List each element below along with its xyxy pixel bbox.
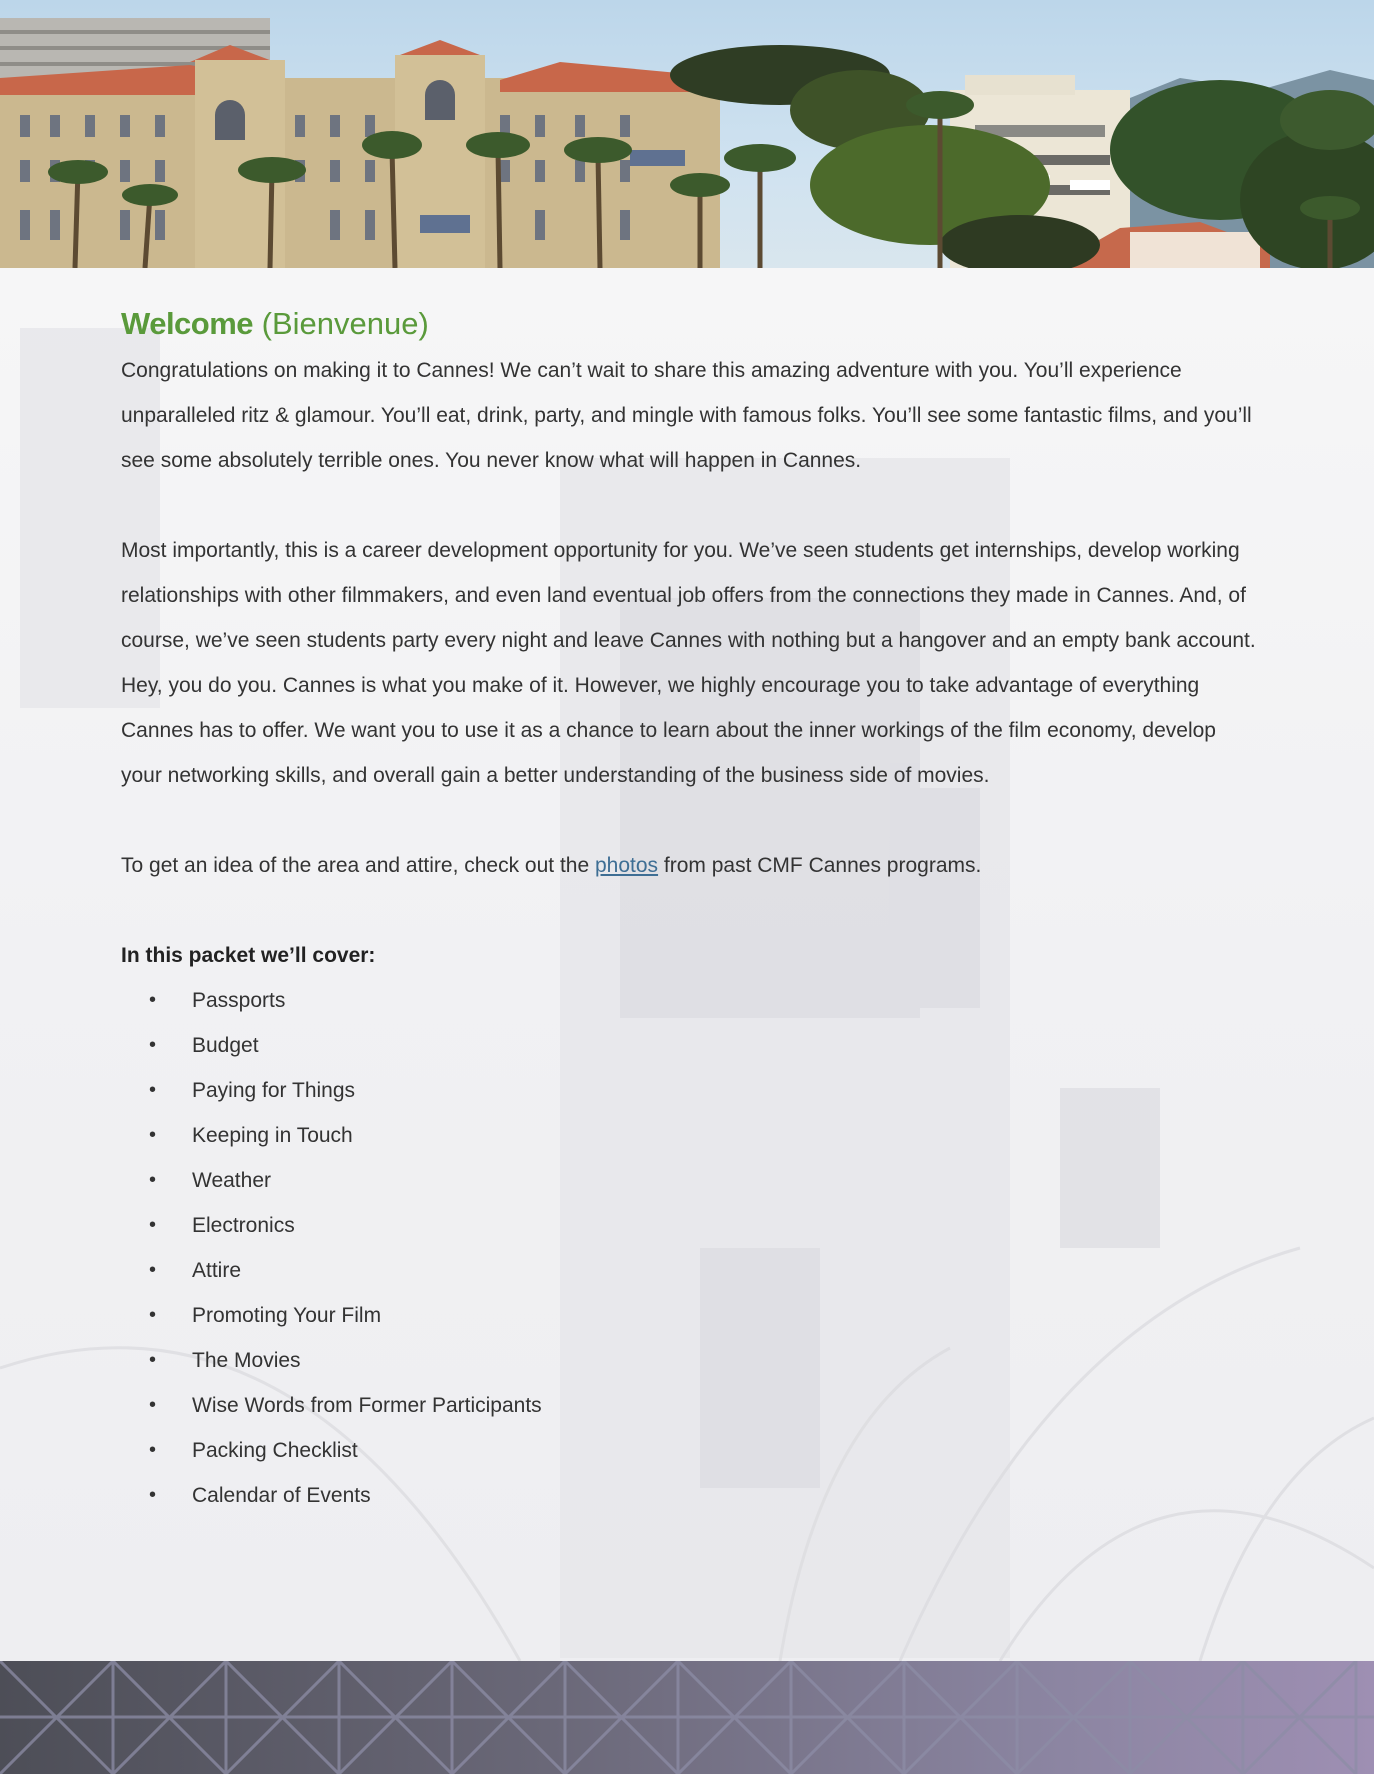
page-title [121, 300, 1261, 348]
photos-text-after: from past CMF Cannes programs. [658, 854, 982, 877]
list-item-label: Passports [192, 989, 286, 1012]
list-item [121, 1293, 1261, 1338]
bullet-icon: • [149, 1034, 157, 1056]
bullet-icon: • [149, 1079, 157, 1101]
bullet-icon: • [149, 1349, 157, 1371]
career-paragraph: Most importantly, this is a career development opportunity for you. We’ve seen students get internships, develop working relationships with other filmmakers, and even land eventual job offers from the connections they made in Cannes. And, of course, we’ve seen students party every night and leave Cannes with nothing but a hangover and an empty bank account. Hey, you do you. Cannes is what you make of it. However, we highly encourage you to take advantage of everything Cannes has to offer. We want you to use it as a chance to learn about the inner workings of the film economy, develop your networking skills, and overall gain a better understanding of the business side of movies. [121, 539, 1256, 787]
list-item-label: Attire [192, 1259, 242, 1282]
packet-contents-heading: In this packet we’ll cover: [121, 944, 376, 967]
document-body [121, 300, 1261, 1518]
footer-pattern-band [0, 1661, 1374, 1774]
list-item [121, 1473, 1261, 1518]
bullet-icon: • [149, 1214, 157, 1236]
list-item-label: Calendar of Events [192, 1484, 371, 1507]
list-item-label: Keeping in Touch [192, 1124, 353, 1147]
list-item [121, 1023, 1261, 1068]
list-item [121, 1203, 1261, 1248]
bullet-icon: • [149, 1484, 157, 1506]
hero-photo [0, 0, 1374, 268]
list-item [121, 978, 1261, 1023]
list-item-label: Weather [192, 1169, 271, 1192]
bullet-icon: • [149, 1259, 157, 1281]
bullet-icon: • [149, 989, 157, 1011]
bullet-icon: • [149, 1394, 157, 1416]
list-item [121, 1338, 1261, 1383]
list-item [121, 1383, 1261, 1428]
list-item [121, 1068, 1261, 1113]
bullet-icon: • [149, 1124, 157, 1146]
bullet-icon: • [149, 1304, 157, 1326]
list-item-label: Electronics [192, 1214, 295, 1237]
bullet-icon: • [149, 1169, 157, 1191]
title-english: Welcome [121, 306, 254, 341]
bullet-icon: • [149, 1439, 157, 1461]
list-item [121, 1248, 1261, 1293]
photos-link[interactable]: photos [595, 854, 659, 877]
list-item-label: Packing Checklist [192, 1439, 358, 1462]
title-french: (Bienvenue) [261, 306, 429, 341]
photos-text-before: To get an idea of the area and attire, check out the [121, 854, 595, 877]
list-item [121, 1158, 1261, 1203]
list-item-label: Wise Words from Former Participants [192, 1394, 542, 1417]
list-item-label: Budget [192, 1034, 259, 1057]
list-item-label: The Movies [192, 1349, 301, 1372]
list-item-label: Paying for Things [192, 1079, 356, 1102]
photos-paragraph [121, 843, 1261, 888]
packet-contents-list [121, 978, 1261, 1518]
intro-paragraph: Congratulations on making it to Cannes! We can’t wait to share this amazing adventure with you. You’ll experience unparalleled ritz & glamour. You’ll eat, drink, party, and mingle with famous folks. You’ll see some fantastic films, and you’ll see some absolutely terrible ones. You never know what will happen in Cannes. [121, 359, 1252, 472]
list-item [121, 1428, 1261, 1473]
list-item [121, 1113, 1261, 1158]
list-item-label: Promoting Your Film [192, 1304, 382, 1327]
